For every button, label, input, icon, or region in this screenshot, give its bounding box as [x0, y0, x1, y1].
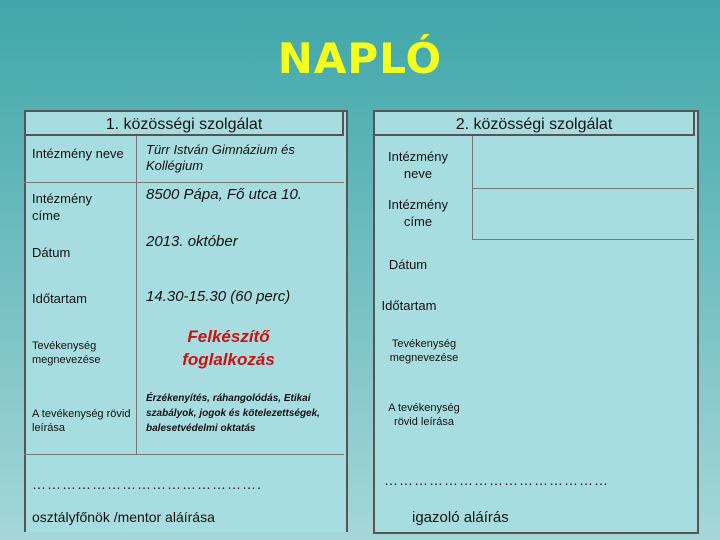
right-signature-label: igazoló aláírás — [412, 509, 509, 526]
right-date-label: Dátum — [388, 257, 428, 272]
right-panel-header: 2. közösségi szolgálat — [373, 110, 695, 136]
left-date-label: Dátum — [32, 245, 71, 260]
left-institution-name-value: Türr István Gimnázium és Kollégium — [146, 142, 295, 173]
left-activity-value: Felkészítő foglalkozás — [182, 327, 275, 369]
left-column-divider — [136, 136, 137, 454]
left-date-value: 2013. október — [146, 233, 238, 250]
right-duration-label: Időtartam — [381, 298, 437, 313]
right-activity-label: Tevékenység megnevezése — [389, 338, 459, 364]
left-duration-value: 14.30-15.30 (60 perc) — [146, 288, 291, 305]
left-duration-label: Időtartam — [32, 291, 87, 306]
left-row-divider — [24, 182, 344, 183]
left-signature-divider — [24, 454, 344, 455]
left-institution-address-label: Intézmény címe — [32, 191, 92, 223]
left-activity-label: Tevékenység megnevezése — [32, 340, 101, 366]
left-signature-label: osztályfőnök /mentor aláírása — [32, 509, 215, 525]
page-title: NAPLÓ — [277, 34, 443, 83]
right-institution-name-label: Intézmény neve — [388, 149, 448, 181]
left-panel-header: 1. közösségi szolgálat — [24, 110, 344, 136]
left-description-label: A tevékenység rövid leírása — [32, 408, 131, 434]
right-institution-address-label: Intézmény címe — [388, 197, 448, 229]
left-institution-address-value: 8500 Pápa, Fő utca 10. — [146, 186, 302, 203]
right-row-divider — [472, 239, 694, 240]
left-signature-line: ………………………………………. — [32, 476, 262, 492]
right-row-divider — [472, 188, 694, 189]
right-description-label: A tevékenység rövid leírása — [388, 402, 460, 428]
right-signature-line: ……………………………………… — [384, 472, 609, 488]
left-description-value: Érzékenyítés, ráhangolódás, Etikai szabályok, jogok és kötelezettségek, balesetvédelmi oktatás — [146, 393, 320, 434]
left-institution-name-label: Intézmény neve — [32, 146, 124, 161]
